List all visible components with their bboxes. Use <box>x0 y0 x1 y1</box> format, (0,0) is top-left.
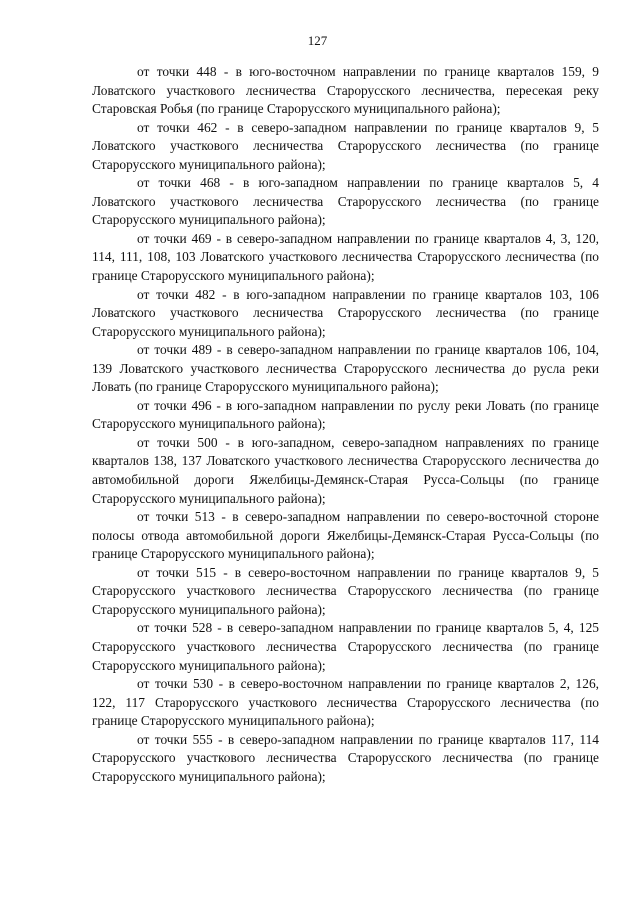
paragraph-point-482: от точки 482 - в юго-западном направлении по границе кварталов 103, 106 Ловатского участкового лесничества Старорусского лесничества (по границе Старорусского муниципального района); <box>92 286 599 339</box>
paragraph-point-513: от точки 513 - в северо-западном направлении по северо-восточной стороне полосы отвода автомобильной дороги Яжелбицы-Демянск-Старая Русса-Сольцы (по границе Старорусского муниципального района); <box>92 509 599 562</box>
paragraph-point-469: от точки 469 - в северо-западном направлении по границе кварталов 4, 3, 120, 114, 111, 108, 103 Ловатского участкового лесничества Старорусского лесничества (по границе Старорусского муниципального района); <box>92 230 599 284</box>
paragraph-point-515: от точки 515 - в северо-восточном направлении по границе кварталов 9, 5 Старорусского участкового лесничества Старорусского лесничества (по границе Старорусского муниципального района); <box>92 564 599 617</box>
paragraph-point-530: от точки 530 - в северо-восточном направлении по границе кварталов 2, 126, 122, 117 Старорусского участкового лесничества Старорусского лесничества (по границе Старорусского муниципального района); <box>92 676 599 729</box>
paragraph-point-462: от точки 462 - в северо-западном направлении по границе кварталов 9, 5 Ловатского участкового лесничества Старорусского лесничества (по границе Старорусского муниципального района); <box>92 119 599 172</box>
paragraph-point-489: от точки 489 - в северо-западном направлении по границе кварталов 106, 104, 139 Ловатского участкового лесничества Старорусского лесничества до русла реки Ловать (по границе Старорусского муниципального района); <box>92 342 599 395</box>
paragraph-point-496: от точки 496 - в юго-западном направлении по руслу реки Ловать (по границе Старорусского муниципального района); <box>92 397 599 432</box>
paragraph-point-468: от точки 468 - в юго-западном направлении по границе кварталов 5, 4 Ловатского участкового лесничества Старорусского лесничества (по границе Старорусского муниципального района); <box>92 175 599 228</box>
page-number: 127 <box>307 33 328 48</box>
document-body <box>92 63 599 786</box>
paragraph-point-528: от точки 528 - в северо-западном направлении по границе кварталов 5, 4, 125 Старорусского участкового лесничества Старорусского лесничества (по границе Старорусского муниципального района); <box>92 620 599 673</box>
paragraph-point-448: от точки 448 - в юго-восточном направлении по границе кварталов 159, 9 Ловатского участкового лесничества Старорусского лесничества, пересекая реку Старовская Робья (по границе Старорусского муниципального района); <box>92 64 599 117</box>
paragraph-point-555: от точки 555 - в северо-западном направлении по границе кварталов 117, 114 Старорусского участкового лесничества Старорусского лесничества (по границе Старорусского муниципального района); <box>92 731 599 784</box>
paragraph-point-500: от точки 500 - в юго-западном, северо-западном направлениях по границе кварталов 138, 137 Ловатского участкового лесничества Старорусского лесничества до автомобильной дороги Яжелбицы-Демянск-Старая Русса-Сольцы (по границе Старорусского муниципального района); <box>92 434 599 506</box>
